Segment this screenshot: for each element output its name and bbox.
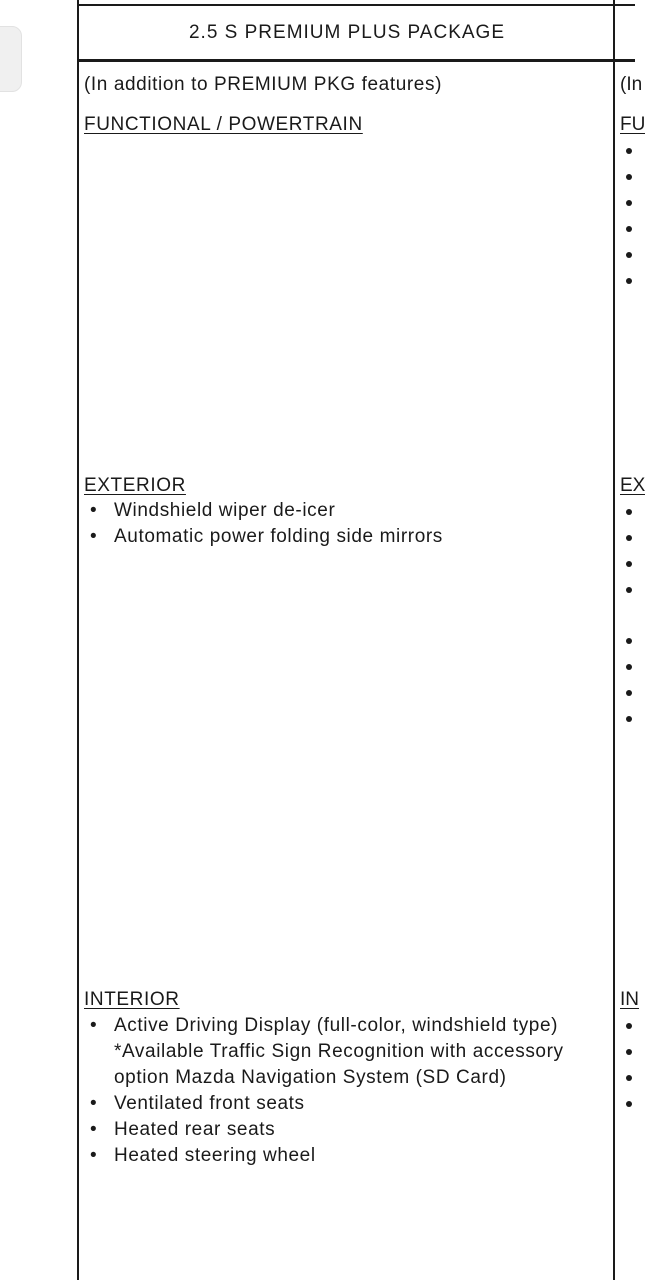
bullet-icon [626, 226, 632, 232]
bullet-icon [626, 200, 632, 206]
bullet-icon: • [90, 500, 98, 521]
list-item: • Windshield wiper de-icer [84, 498, 443, 524]
next-column-fragment [619, 0, 645, 1280]
list-item: • Heated steering wheel [84, 1143, 564, 1169]
bullet-icon [626, 1101, 632, 1107]
bullet-icon [626, 252, 632, 258]
bullet-icon [626, 174, 632, 180]
bullet-icon [626, 148, 632, 154]
bullet-icon [626, 1049, 632, 1055]
left-edge-tab [0, 26, 22, 92]
next-column-exterior-title: EX [620, 475, 645, 496]
bullet-icon [626, 561, 632, 567]
column-header: 2.5 S PREMIUM PLUS PACKAGE [188, 21, 505, 43]
next-column-functional-title: FU [620, 114, 645, 135]
list-item-continuation: *Available Traffic Sign Recognition with accessory [114, 1041, 564, 1062]
list-item: • Active Driving Display (full-color, windshield type) [84, 1013, 564, 1039]
interior-list [84, 1013, 564, 1169]
list-item: • Heated rear seats [84, 1117, 564, 1143]
intro-text: (In addition to PREMIUM PKG features) [84, 74, 442, 95]
bullet-icon [626, 509, 632, 515]
bullet-icon [626, 664, 632, 670]
left-column-border [77, 0, 79, 1280]
bullet-icon: • [90, 1119, 98, 1140]
bullet-icon: • [90, 1093, 98, 1114]
section-title-functional: FUNCTIONAL / POWERTRAIN [84, 114, 363, 135]
bullet-icon [626, 716, 632, 722]
list-item: • Ventilated front seats [84, 1091, 564, 1117]
next-column-intro: (In [620, 74, 643, 95]
next-column-interior-title: IN [620, 989, 639, 1010]
right-column-border [613, 0, 615, 1280]
bullet-icon [626, 1075, 632, 1081]
section-title-interior: INTERIOR [84, 989, 180, 1010]
bullet-icon [626, 278, 632, 284]
bullet-icon: • [90, 1145, 98, 1166]
bullet-icon [626, 535, 632, 541]
bullet-icon [626, 587, 632, 593]
section-title-exterior: EXTERIOR [84, 475, 186, 496]
bullet-icon: • [90, 526, 98, 547]
list-item-continuation: option Mazda Navigation System (SD Card) [114, 1067, 507, 1088]
bullet-icon [626, 690, 632, 696]
bullet-icon [626, 638, 632, 644]
exterior-list [84, 498, 443, 550]
header-bottom-border [78, 59, 635, 62]
list-item: • Automatic power folding side mirrors [84, 524, 443, 550]
bullet-icon [626, 1023, 632, 1029]
bullet-icon: • [90, 1015, 98, 1036]
